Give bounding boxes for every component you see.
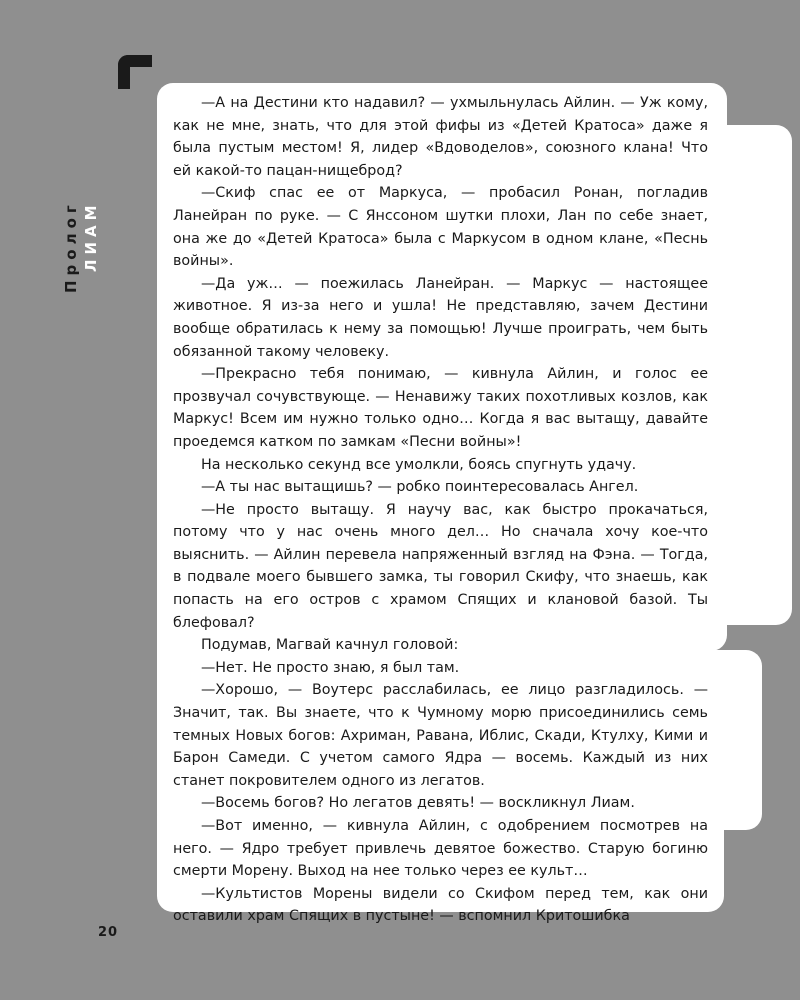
paragraph: —Скиф спас ее от Маркуса, — пробасил Ронан, погладив Ланейран по руке. — С Янссоном шутки плохи, Лан по себе знает, она же до «Детей Кратоса» была с Маркусом в одном клане, «Песнь войны». xyxy=(173,185,708,270)
running-head-chapter: ЛИАМ xyxy=(82,200,100,272)
paragraph: Подумав, Магвай качнул головой: xyxy=(201,637,459,654)
paragraph: —Прекрасно тебя понимаю, — кивнула Айлин, и голос ее прозвучал сочувствующе. — Ненавижу таких похотливых козлов, как Маркус! Всем им нужно только одно… Когда я вас вытащу, давайте проедемся катком по замкам «Песни войны»! xyxy=(173,366,708,450)
paragraph: —Да уж… — поежилась Ланейран. — Маркус — настоящее животное. Я из-за него и ушла! Не представляю, зачем Дестини вообще обратилась к нему за помощью! Лучше проиграть, чем быть обязанной такому человеку. xyxy=(173,275,708,360)
running-head-part: Пролог xyxy=(62,200,80,293)
page-body-text xyxy=(173,92,708,928)
paragraph: На несколько секунд все умолкли, боясь спугнуть удачу. xyxy=(201,456,637,473)
paragraph: —Вот именно, — кивнула Айлин, с одобрением посмотрев на него. — Ядро требует привлечь девятое божество. Старую богиню смерти Морену. Выход на нее только через ее культ… xyxy=(173,818,708,880)
running-head xyxy=(62,200,102,340)
paragraph: —А ты нас вытащишь? — робко поинтересовалась Ангел. xyxy=(201,479,639,496)
corner-bracket-decoration xyxy=(118,55,152,89)
paragraph: —Хорошо, — Воутерс расслабилась, ее лицо разгладилось. — Значит, так. Вы знаете, что к Чумному морю присоединились семь темных Новых богов: Ахриман, Равана, Иблис, Скади, Ктулху, Кими и Барон Самеди. С учетом самого Ядра — восемь. Каждый из них станет покровителем одного из легатов. xyxy=(173,682,708,789)
page-number: 20 xyxy=(98,925,119,940)
paragraph: —Восемь богов? Но легатов девять! — воскликнул Лиам. xyxy=(201,795,635,812)
paragraph: —Не просто вытащу. Я научу вас, как быстро прокачаться, потому что у нас очень много дел… Но сначала хочу кое-что выяснить. — Айлин перевела напряженный взгляд на Фэна. — Тогда, в подвале моего бывшего замка, ты говорил Скифу, что знаешь, как попасть на его остров с храмом Спящих и клановой базой. Ты блефовал? xyxy=(173,501,708,631)
paragraph: —Культистов Морены видели со Скифом перед тем, как они оставили храм Спящих в пустыне! — вспомнил Критошибка xyxy=(173,885,708,925)
paragraph: —Нет. Не просто знаю, я был там. xyxy=(201,659,460,676)
paragraph: —А на Дестини кто надавил? — ухмыльнулась Айлин. — Уж кому, как не мне, знать, что для этой фифы из «Детей Кратоса» даже я была пустым местом! Я, лидер «Вдоводелов», союзного клана! Что ей какой-то пацан-нищеброд? xyxy=(173,95,708,179)
